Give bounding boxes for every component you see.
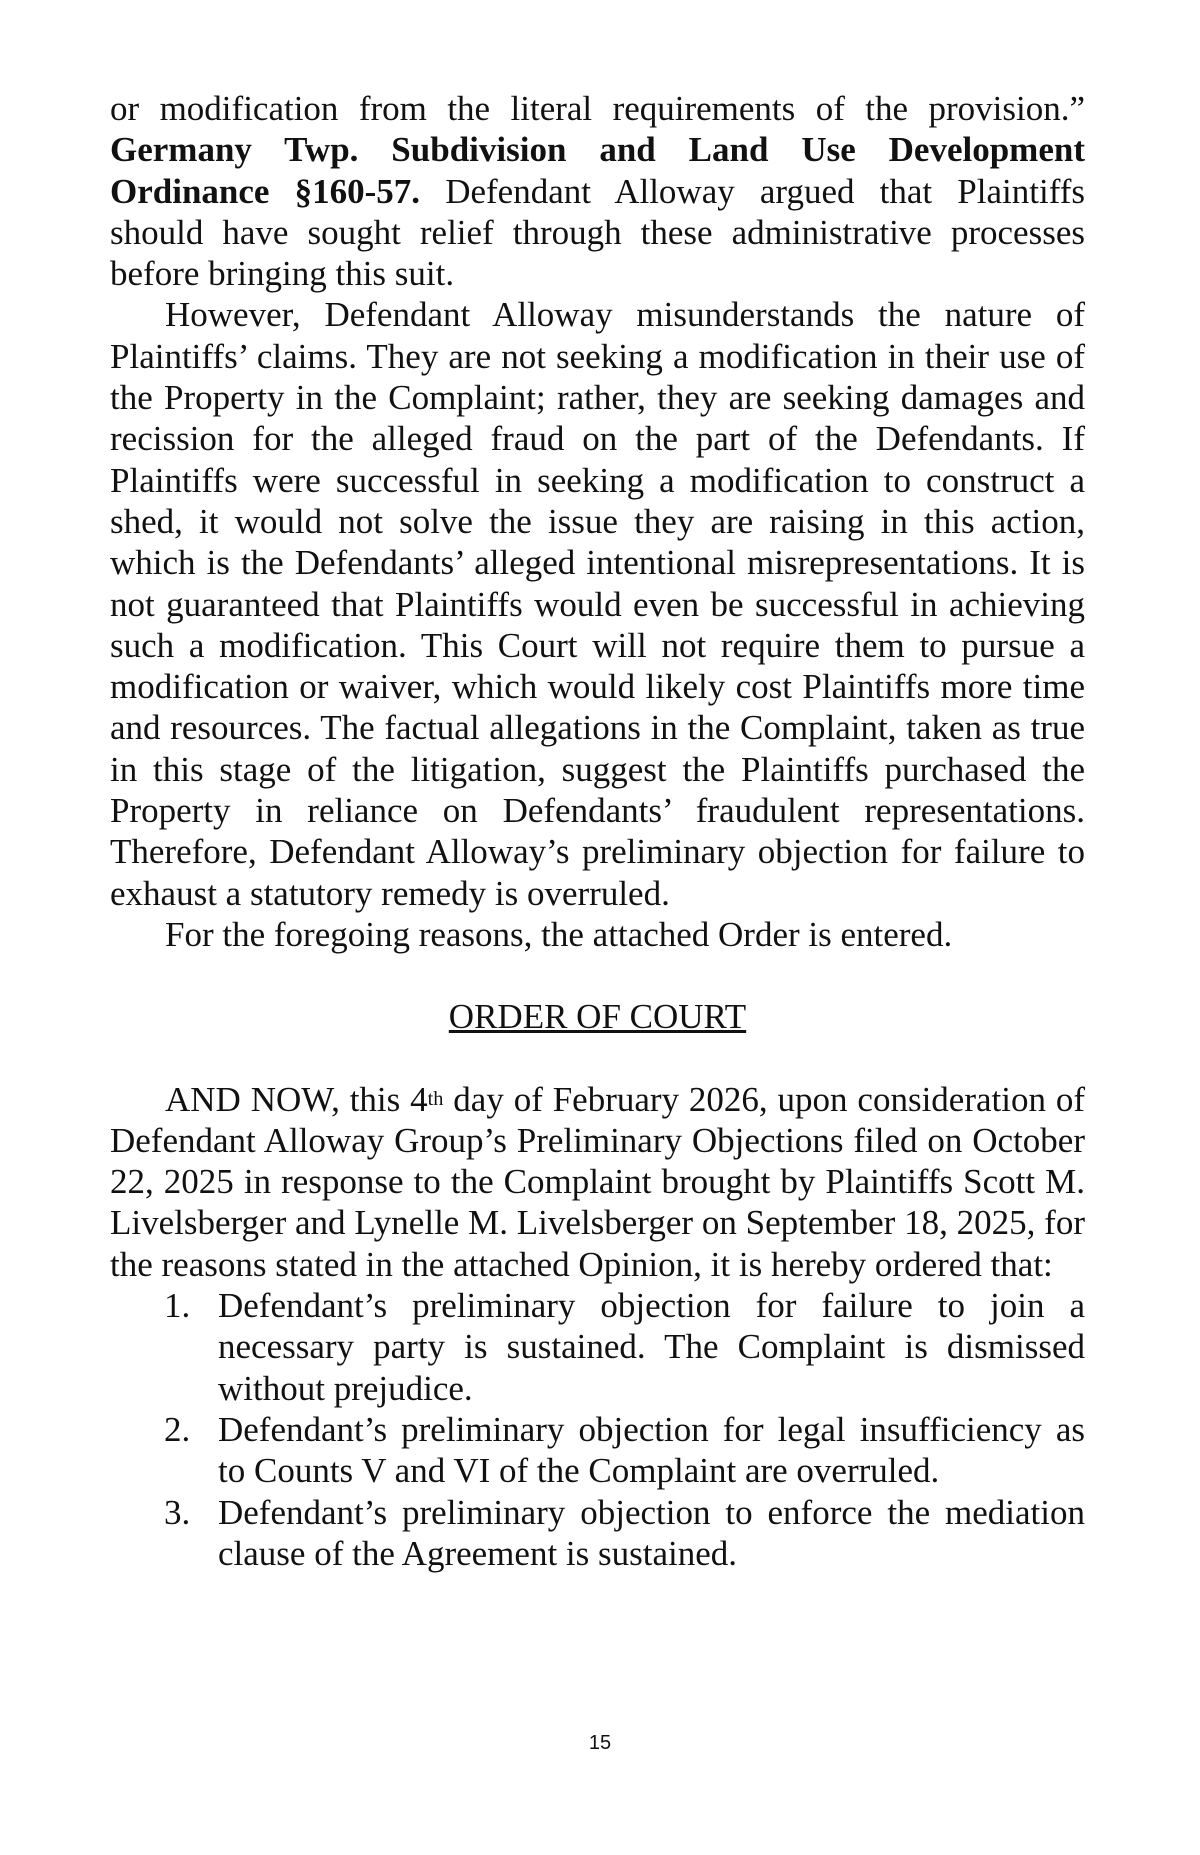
order-item-text: Defendant’s preliminary objection for legal insufficiency as to Counts V and VI of the Complaint are overruled. [218, 1409, 1085, 1491]
order-intro-rest: day of February 2026, upon consideration of Defendant Alloway Group’s Preliminary Objections filed on October 22, 2025 in response to the Complaint brought by Plaintiffs Scott M. Livelsberger and Lynelle M. Livelsberger on September 18, 2025, for the reasons stated in the attached Opinion, it is hereby ordered that: [110, 1079, 1085, 1284]
order-intro [110, 1079, 1085, 1285]
paragraph-analysis: However, Defendant Alloway misunderstands the nature of Plaintiffs’ claims. They are not seeking a modification in their use of the Property in the Complaint; rather, they are seeking damages and recission for the alleged fraud on the part of the Defendants. If Plaintiffs were successful in seeking a modification to construct a shed, it would not solve the issue they are raising in this action, which is the Defendants’ alleged intentional misrepresentations. It is not guaranteed that Plaintiffs would even be successful in achieving such a modification. This Court will not require them to pursue a modification or waiver, which would likely cost Plaintiffs more time and resources. The factual allegations in the Complaint, taken as true in this stage of the litigation, suggest the Plaintiffs purchased the Property in reliance on Defendants’ fraudulent representations. Therefore, Defendant Alloway’s preliminary objection for failure to exhaust a statutory remedy is overruled. [110, 295, 1085, 913]
order-item-number: 1. [164, 1286, 191, 1326]
paragraph-ordinance-rest: Defendant Alloway argued that Plaintiffs should have sought relief through these administrative processes before bringing this suit. [110, 171, 1085, 294]
page-number: 15 [588, 1732, 612, 1754]
order-item-2 [110, 1409, 1085, 1492]
order-item-1 [110, 1285, 1085, 1409]
order-item-number: 2. [164, 1409, 191, 1449]
order-item-3 [110, 1492, 1085, 1575]
order-list [110, 1285, 1085, 1574]
order-intro-superscript: th [427, 1088, 444, 1111]
paragraph-ordinance [110, 88, 1085, 294]
order-heading: ORDER OF COURT [448, 997, 747, 1037]
order-intro-start: AND NOW, this 4 [165, 1079, 428, 1119]
order-item-text: Defendant’s preliminary objection to enforce the mediation clause of the Agreement is sustained. [218, 1492, 1085, 1573]
paragraph-ordinance-text: or modification from the literal requirements of the provision.” [110, 89, 1085, 128]
ordinance-citation: Germany Twp. Subdivision and Land Use Development Ordinance §160-57. [110, 130, 1085, 211]
document-page [110, 88, 1085, 1574]
order-item-number: 3. [164, 1492, 191, 1532]
order-item-text: Defendant’s preliminary objection for failure to join a necessary party is sustained. The Complaint is dismissed without prejudice. [218, 1286, 1085, 1408]
paragraph-conclusion: For the foregoing reasons, the attached Order is entered. [165, 914, 953, 954]
